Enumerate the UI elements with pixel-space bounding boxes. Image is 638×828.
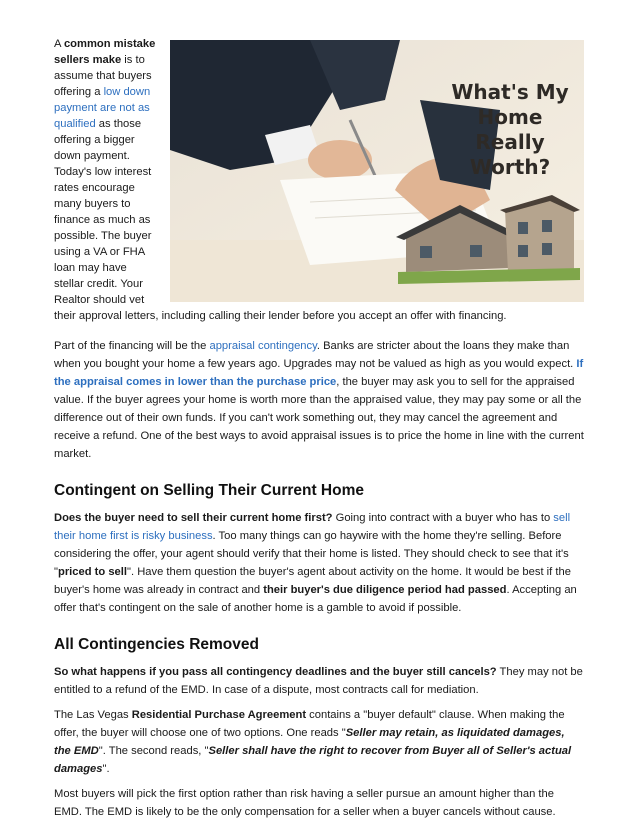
- hero-title-line2: Home Really: [475, 105, 545, 154]
- appraisal-contingency-link[interactable]: appraisal contingency: [209, 340, 317, 352]
- selling-text-2: . Too many things can go haywire with the home they're selling. Before considering the offer, your agent should verify that their home is listed. They should check to see that it's ": [54, 530, 569, 578]
- appraisal-lower-link[interactable]: If the appraisal comes in lower than the purchase price: [54, 358, 584, 388]
- selling-text-4: . Accepting an offer that's contingent on the sale of another home is a gamble to avoid if possible.: [54, 584, 577, 614]
- intro-text-3: as those offering a bigger down payment. Today's low interest rates encourage many buyers to finance as much as possible. The buyer using a VA or FHA loan may have stellar credit. Your Realtor should vet their approval letters, including calling their lender before you accept an offer with financing.: [54, 118, 507, 322]
- rpa-text-1: The Las Vegas: [54, 709, 132, 721]
- selling-bold-2: priced to sell: [57, 566, 127, 578]
- appraisal-text-3: , the buyer may ask you to sell for the appraised value. If the buyer agrees your home is worth more than the appraised value, they may pay some or all the difference out of their own funds. If you can't work something out, they may cancel the agreement and receive a refund. One of the best ways to avoid appraisal issues is to price the home in line with the current market.: [54, 376, 584, 460]
- hero-image: [170, 40, 584, 302]
- cancel-bold: So what happens if you pass all contingency deadlines and the buyer still cancels?: [54, 666, 497, 678]
- rpa-option-2: Seller shall have the right to recover from Buyer all of Seller's actual damages: [54, 745, 572, 775]
- section-heading-contingencies: All Contingencies Removed: [54, 636, 259, 653]
- cancel-text: They may not be entitled to a refund of the EMD. In case of a dispute, most contracts call for mediation.: [54, 666, 583, 696]
- appraisal-text-2: . Banks are stricter about the loans they make than when you bought your home a few years ago. Upgrades may not be valued as high as you would expect.: [54, 340, 577, 370]
- rpa-text-4: ".: [102, 763, 110, 775]
- selling-bold-3: their buyer's due diligence period had passed: [263, 584, 507, 596]
- emd-paragraph: Most buyers will pick the first option rather than risk having a seller pursue an amount higher than the EMD. The EMD is likely to be the only compensation for a seller when a buyer cancels without cause.: [54, 788, 556, 818]
- hero-title: [440, 80, 580, 180]
- sell-home-first-link[interactable]: sell their home first is risky business: [54, 512, 571, 542]
- low-down-payment-link[interactable]: low down payment are not as qualified: [54, 86, 151, 130]
- intro-bold-1: common mistake sellers make: [54, 38, 156, 66]
- rpa-option-1: Seller may retain, as liquidated damages, the EMD: [54, 727, 565, 757]
- intro-text-1: A: [54, 38, 64, 50]
- section-heading-selling: Contingent on Selling Their Current Home: [54, 482, 364, 499]
- selling-bold-1: Does the buyer need to sell their current home first?: [54, 512, 333, 524]
- rpa-text-2: contains a "buyer default" clause. When making the offer, the buyer will choose one of two options. One reads ": [54, 709, 565, 739]
- hero-title-line1: What's My: [451, 80, 569, 104]
- cancel-paragraph: [54, 663, 584, 699]
- appraisal-paragraph: [54, 337, 584, 463]
- purchase-agreement-paragraph: [54, 706, 584, 778]
- selling-text-1: Going into contract with a buyer who has to: [332, 512, 554, 524]
- appraisal-text-1: Part of the financing will be the: [54, 340, 210, 352]
- document-page: [54, 36, 584, 828]
- selling-text-3: ". Have them question the buyer's agent about activity on the home. It would be best if the buyer's home was already in contract and: [54, 566, 571, 596]
- intro-text-2: is to assume that buyers offering a: [54, 54, 152, 98]
- rpa-bold-1: Residential Purchase Agreement: [131, 709, 307, 721]
- rpa-text-3: ". The second reads, ": [98, 745, 209, 757]
- selling-paragraph: [54, 509, 584, 617]
- hero-title-line3: Worth?: [469, 155, 551, 179]
